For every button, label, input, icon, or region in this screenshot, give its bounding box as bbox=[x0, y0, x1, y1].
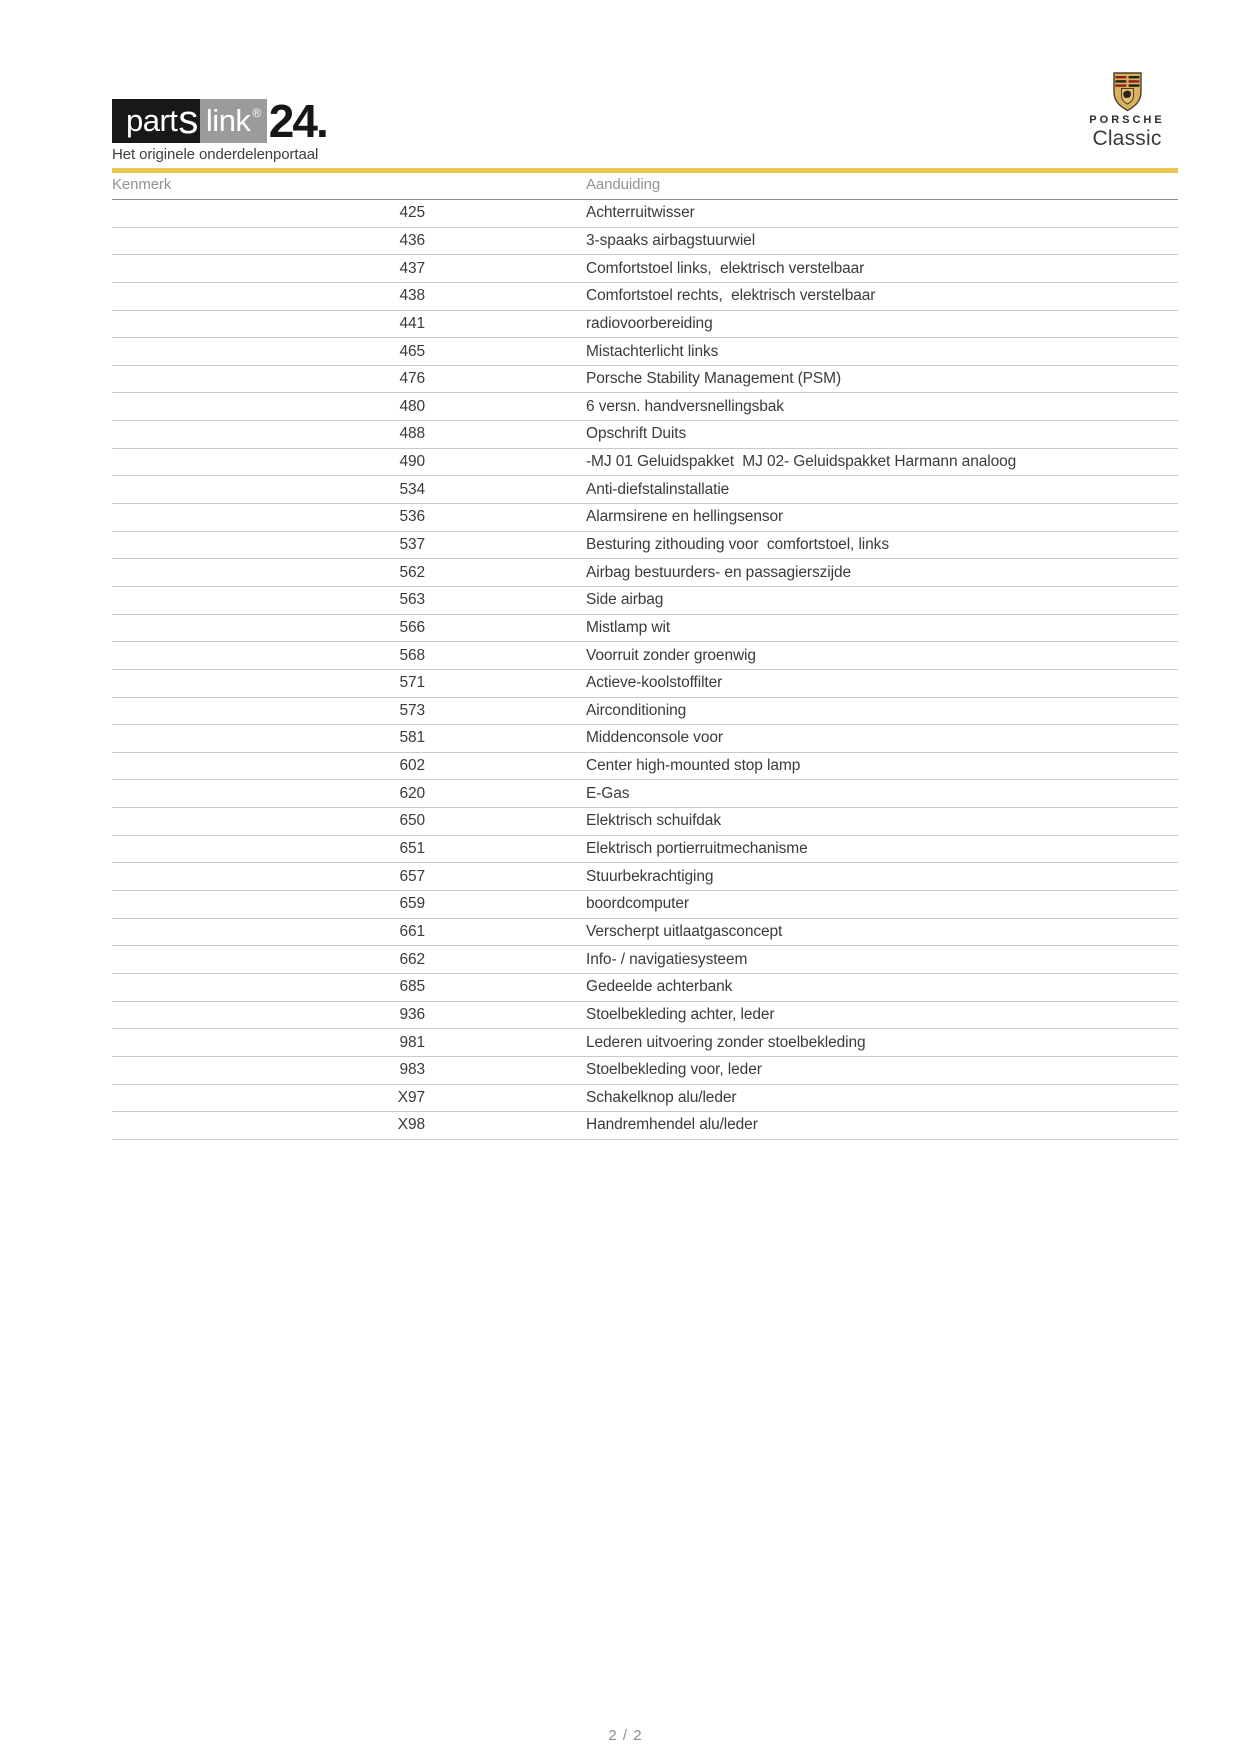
table-row bbox=[112, 1001, 1178, 1029]
description-cell: Handremhendel alu/leder bbox=[425, 1112, 1178, 1140]
table-row bbox=[112, 255, 1178, 283]
description-cell: radiovoorbereiding bbox=[425, 310, 1178, 338]
table-row bbox=[112, 586, 1178, 614]
code-cell: 536 bbox=[112, 504, 425, 532]
description-cell: Opschrift Duits bbox=[425, 421, 1178, 449]
code-cell: X97 bbox=[112, 1084, 425, 1112]
description-cell: Elektrisch schuifdak bbox=[425, 808, 1178, 836]
code-cell: 476 bbox=[112, 365, 425, 393]
table-row bbox=[112, 1056, 1178, 1084]
table-row bbox=[112, 946, 1178, 974]
table-row bbox=[112, 393, 1178, 421]
description-cell: Achterruitwisser bbox=[425, 200, 1178, 228]
description-cell: Alarmsirene en hellingsensor bbox=[425, 504, 1178, 532]
description-cell: Verscherpt uitlaatgasconcept bbox=[425, 918, 1178, 946]
table-row bbox=[112, 835, 1178, 863]
description-cell: -MJ 01 Geluidspakket MJ 02- Geluidspakket Harmann analoog bbox=[425, 448, 1178, 476]
porsche-classic-logo bbox=[1076, 72, 1178, 151]
table-row bbox=[112, 780, 1178, 808]
code-cell: 480 bbox=[112, 393, 425, 421]
porsche-wordmark: PORSCHE bbox=[1089, 114, 1165, 126]
table-row bbox=[112, 918, 1178, 946]
code-cell: 425 bbox=[112, 200, 425, 228]
code-cell: 571 bbox=[112, 669, 425, 697]
description-cell: Airconditioning bbox=[425, 697, 1178, 725]
table-row bbox=[112, 725, 1178, 753]
logo-part-text: part bbox=[126, 103, 178, 138]
table-row bbox=[112, 891, 1178, 919]
code-cell: 568 bbox=[112, 642, 425, 670]
code-cell: 602 bbox=[112, 752, 425, 780]
code-cell: 573 bbox=[112, 697, 425, 725]
table-row bbox=[112, 310, 1178, 338]
porsche-classic-label: Classic bbox=[1092, 127, 1162, 150]
description-cell: Mistachterlicht links bbox=[425, 338, 1178, 366]
description-cell: Gedeelde achterbank bbox=[425, 973, 1178, 1001]
table-row bbox=[112, 504, 1178, 532]
code-cell: 488 bbox=[112, 421, 425, 449]
table-row bbox=[112, 282, 1178, 310]
code-cell: 566 bbox=[112, 614, 425, 642]
table-row bbox=[112, 642, 1178, 670]
table-row bbox=[112, 614, 1178, 642]
logo-link-segment bbox=[200, 99, 267, 143]
description-cell: Middenconsole voor bbox=[425, 725, 1178, 753]
table-row bbox=[112, 697, 1178, 725]
table-row bbox=[112, 1084, 1178, 1112]
code-cell: 490 bbox=[112, 448, 425, 476]
description-cell: Porsche Stability Management (PSM) bbox=[425, 365, 1178, 393]
description-cell: Comfortstoel rechts, elektrisch verstelbaar bbox=[425, 282, 1178, 310]
description-cell: Actieve-koolstoffilter bbox=[425, 669, 1178, 697]
table-row bbox=[112, 973, 1178, 1001]
registered-mark-icon: ® bbox=[252, 106, 261, 120]
table-row bbox=[112, 1029, 1178, 1057]
logo-link-text: link bbox=[205, 103, 251, 138]
table-row bbox=[112, 1112, 1178, 1140]
code-cell: 441 bbox=[112, 310, 425, 338]
page-indicator: 2 / 2 bbox=[608, 1727, 643, 1744]
description-cell: Mistlamp wit bbox=[425, 614, 1178, 642]
code-cell: 659 bbox=[112, 891, 425, 919]
code-cell: 436 bbox=[112, 227, 425, 255]
code-cell: 563 bbox=[112, 586, 425, 614]
accent-divider bbox=[112, 168, 1178, 173]
column-header-aanduiding: Aanduiding bbox=[425, 176, 1178, 200]
code-cell: 651 bbox=[112, 835, 425, 863]
description-cell: Elektrisch portierruitmechanisme bbox=[425, 835, 1178, 863]
description-cell: Stuurbekrachtiging bbox=[425, 863, 1178, 891]
table-row bbox=[112, 863, 1178, 891]
brand-tagline: Het originele onderdelenportaal bbox=[112, 146, 319, 163]
description-cell: Side airbag bbox=[425, 586, 1178, 614]
description-cell: Anti-diefstalinstallatie bbox=[425, 476, 1178, 504]
description-cell: Center high-mounted stop lamp bbox=[425, 752, 1178, 780]
description-cell: Lederen uitvoering zonder stoelbekleding bbox=[425, 1029, 1178, 1057]
code-cell: 465 bbox=[112, 338, 425, 366]
table-row bbox=[112, 669, 1178, 697]
table-row bbox=[112, 559, 1178, 587]
porsche-crest-icon bbox=[1112, 72, 1143, 112]
code-cell: 662 bbox=[112, 946, 425, 974]
table-row bbox=[112, 448, 1178, 476]
code-cell: 661 bbox=[112, 918, 425, 946]
description-cell: Voorruit zonder groenwig bbox=[425, 642, 1178, 670]
table-body bbox=[112, 200, 1178, 1140]
logo-parts-segment bbox=[112, 99, 200, 143]
code-cell: 685 bbox=[112, 973, 425, 1001]
description-cell: Stoelbekleding voor, leder bbox=[425, 1056, 1178, 1084]
column-header-kenmerk: Kenmerk bbox=[112, 176, 425, 200]
description-cell: Info- / navigatiesysteem bbox=[425, 946, 1178, 974]
description-cell: Comfortstoel links, elektrisch verstelbaar bbox=[425, 255, 1178, 283]
table-row bbox=[112, 421, 1178, 449]
code-cell: 562 bbox=[112, 559, 425, 587]
table-row bbox=[112, 200, 1178, 228]
description-cell: Besturing zithouding voor comfortstoel, links bbox=[425, 531, 1178, 559]
table-row bbox=[112, 365, 1178, 393]
code-cell: 534 bbox=[112, 476, 425, 504]
table-row bbox=[112, 476, 1178, 504]
logo-24-text: 24. bbox=[268, 95, 327, 147]
description-cell: 3-spaaks airbagstuurwiel bbox=[425, 227, 1178, 255]
description-cell: Schakelknop alu/leder bbox=[425, 1084, 1178, 1112]
code-cell: 657 bbox=[112, 863, 425, 891]
code-cell: X98 bbox=[112, 1112, 425, 1140]
code-cell: 581 bbox=[112, 725, 425, 753]
code-cell: 620 bbox=[112, 780, 425, 808]
code-cell: 983 bbox=[112, 1056, 425, 1084]
table-row bbox=[112, 808, 1178, 836]
code-cell: 650 bbox=[112, 808, 425, 836]
options-table bbox=[112, 176, 1178, 1140]
code-cell: 437 bbox=[112, 255, 425, 283]
description-cell: E-Gas bbox=[425, 780, 1178, 808]
table-row bbox=[112, 338, 1178, 366]
table-header-row bbox=[112, 176, 1178, 200]
table-row bbox=[112, 752, 1178, 780]
description-cell: Stoelbekleding achter, leder bbox=[425, 1001, 1178, 1029]
code-cell: 537 bbox=[112, 531, 425, 559]
description-cell: boordcomputer bbox=[425, 891, 1178, 919]
partslink24-logo bbox=[112, 95, 327, 147]
code-cell: 438 bbox=[112, 282, 425, 310]
logo-s-glyph: s bbox=[178, 97, 198, 142]
code-cell: 936 bbox=[112, 1001, 425, 1029]
code-cell: 981 bbox=[112, 1029, 425, 1057]
description-cell: Airbag bestuurders- en passagierszijde bbox=[425, 559, 1178, 587]
description-cell: 6 versn. handversnellingsbak bbox=[425, 393, 1178, 421]
table-row bbox=[112, 227, 1178, 255]
table-row bbox=[112, 531, 1178, 559]
